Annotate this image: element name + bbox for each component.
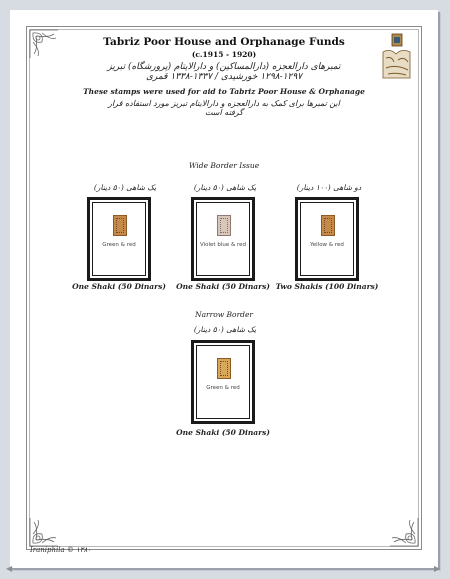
stamp-mount xyxy=(295,197,359,281)
stamp-mount xyxy=(191,340,255,424)
previous-page-arrow-icon[interactable]: ◀ xyxy=(6,564,13,573)
stamp-image xyxy=(217,215,231,236)
corner-ornament-icon xyxy=(388,516,420,548)
section-heading-wide-border: Wide Border Issue xyxy=(188,161,260,170)
stamp-caption: One Shaki (50 Dinars) xyxy=(72,282,166,291)
stamp-caption: One Shaki (50 Dinars) xyxy=(176,282,270,291)
album-page xyxy=(10,10,438,568)
stamp-caption: Two Shakis (100 Dinars) xyxy=(275,282,379,291)
stamp-color-label: Green & red xyxy=(206,385,240,391)
stamp-persian-label: یک شاهی (۵۰ دینار) xyxy=(93,183,157,192)
page-title: Tabriz Poor House and Orphanage Funds xyxy=(103,36,345,48)
stamp-image xyxy=(321,215,335,236)
stamp-mount xyxy=(87,197,151,281)
stamp-persian-label: یک شاهی (۵۰ دینار) xyxy=(193,325,257,334)
stamp-color-label: Violet blue & red xyxy=(199,242,247,248)
stamp-persian-label: دو شاهی (۱۰۰ دینار) xyxy=(296,183,362,192)
footer-logo: Iraniphila © ۱۳۸۰ xyxy=(30,546,92,554)
stamp-mount xyxy=(191,197,255,281)
stamp-persian-label: یک شاهی (۵۰ دینار) xyxy=(193,183,257,192)
page-subtitle: These stamps were used for aid to Tabriz Poor House & Orphanage xyxy=(83,87,365,96)
stamp-image xyxy=(113,215,127,236)
stamp-caption: One Shaki (50 Dinars) xyxy=(176,428,270,437)
page-dates: (c.1915 - 1920) xyxy=(191,50,257,59)
section-heading-narrow-border: Narrow Border xyxy=(195,310,253,319)
persian-title: تمبرهای دارالعجزه (دارالمساکین) و دارالایتام (پرورشگاه) تبریز ۱۲۹۷-۱۲۹۸ خورشیدی / ۱۳۳۷-۱۳۳۸ قمری xyxy=(107,62,341,82)
stamp-color-label: Green & red xyxy=(102,242,136,248)
next-page-arrow-icon[interactable]: ▶ xyxy=(434,564,441,573)
persian-subtitle: این تمبرها برای کمک به دارالعجزه و دارالایتام تبریز مورد استفاده قرار گرفته است xyxy=(108,99,340,117)
stamp-color-label: Yellow & red xyxy=(310,242,344,248)
stamp-image xyxy=(217,358,231,379)
corner-ornament-icon xyxy=(28,516,60,548)
